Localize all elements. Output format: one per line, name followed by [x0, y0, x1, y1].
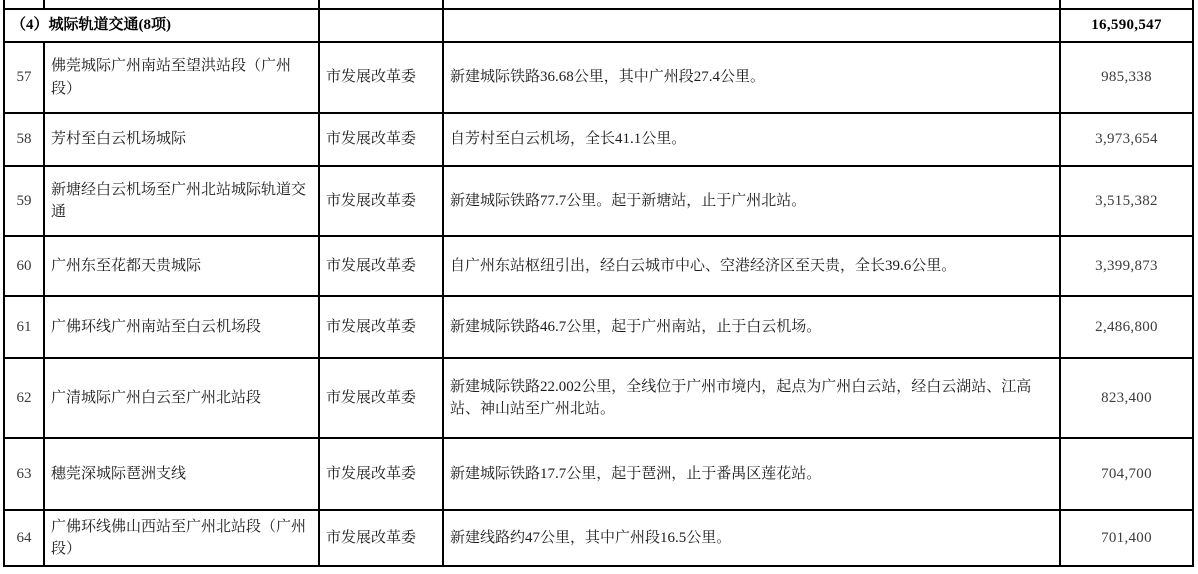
section-empty-cell — [443, 9, 1060, 42]
project-name-cell: 佛莞城际广州南站至望洪站段（广州段） — [44, 42, 319, 113]
agency-cell: 市发展改革委 — [319, 358, 443, 438]
row-number-cell: 58 — [4, 113, 44, 166]
amount-cell: 3,973,654 — [1060, 113, 1193, 166]
section-header-row — [4, 9, 1193, 42]
row-number-cell: 57 — [4, 42, 44, 113]
row-number-cell: 59 — [4, 166, 44, 236]
description-cell: 新建城际铁路36.68公里，其中广州段27.4公里。 — [443, 42, 1060, 113]
amount-cell: 2,486,800 — [1060, 296, 1193, 358]
amount-cell: 3,515,382 — [1060, 166, 1193, 236]
row-number-cell: 63 — [4, 438, 44, 510]
project-name-cell: 芳村至白云机场城际 — [44, 113, 319, 166]
row-number-cell: 61 — [4, 296, 44, 358]
row-number-cell: 64 — [4, 510, 44, 566]
table-row — [4, 296, 1193, 358]
row-number-cell: 60 — [4, 236, 44, 296]
agency-cell: 市发展改革委 — [319, 236, 443, 296]
agency-cell: 市发展改革委 — [319, 296, 443, 358]
project-name-cell: 新塘经白云机场至广州北站城际轨道交通 — [44, 166, 319, 236]
section-empty-cell — [319, 9, 443, 42]
partial-cell — [44, 0, 319, 9]
project-table — [3, 0, 1194, 567]
table-row — [4, 510, 1193, 566]
agency-cell: 市发展改革委 — [319, 510, 443, 566]
table-row — [4, 42, 1193, 113]
partial-cell — [443, 0, 1060, 9]
table-row — [4, 113, 1193, 166]
agency-cell: 市发展改革委 — [319, 113, 443, 166]
description-cell: 新建城际铁路22.002公里，全线位于广州市境内，起点为广州白云站，经白云湖站、江高站、神山站至广州北站。 — [443, 358, 1060, 438]
table-row — [4, 236, 1193, 296]
table-row — [4, 438, 1193, 510]
partial-cell — [1060, 0, 1193, 9]
table-row-partial — [4, 0, 1193, 9]
project-name-cell: 广佛环线广州南站至白云机场段 — [44, 296, 319, 358]
agency-cell: 市发展改革委 — [319, 42, 443, 113]
section-total: 16,590,547 — [1060, 9, 1193, 42]
amount-cell: 704,700 — [1060, 438, 1193, 510]
description-cell: 新建城际铁路46.7公里，起于广州南站，止于白云机场。 — [443, 296, 1060, 358]
amount-cell: 3,399,873 — [1060, 236, 1193, 296]
project-name-cell: 广清城际广州白云至广州北站段 — [44, 358, 319, 438]
project-name-cell: 穗莞深城际琶洲支线 — [44, 438, 319, 510]
row-number-cell: 62 — [4, 358, 44, 438]
table-row — [4, 166, 1193, 236]
agency-cell: 市发展改革委 — [319, 438, 443, 510]
partial-cell — [4, 0, 44, 9]
section-title: （4）城际轨道交通(8项) — [4, 9, 319, 42]
amount-cell: 985,338 — [1060, 42, 1193, 113]
description-cell: 自芳村至白云机场，全长41.1公里。 — [443, 113, 1060, 166]
partial-cell — [319, 0, 443, 9]
amount-cell: 823,400 — [1060, 358, 1193, 438]
description-cell: 新建城际铁路77.7公里。起于新塘站，止于广州北站。 — [443, 166, 1060, 236]
description-cell: 新建城际铁路17.7公里，起于琶洲，止于番禺区莲花站。 — [443, 438, 1060, 510]
project-name-cell: 广州东至花都天贵城际 — [44, 236, 319, 296]
amount-cell: 701,400 — [1060, 510, 1193, 566]
description-cell: 自广州东站枢纽引出，经白云城市中心、空港经济区至天贵，全长39.6公里。 — [443, 236, 1060, 296]
table-row — [4, 358, 1193, 438]
agency-cell: 市发展改革委 — [319, 166, 443, 236]
description-cell: 新建线路约47公里，其中广州段16.5公里。 — [443, 510, 1060, 566]
project-name-cell: 广佛环线佛山西站至广州北站段（广州段） — [44, 510, 319, 566]
